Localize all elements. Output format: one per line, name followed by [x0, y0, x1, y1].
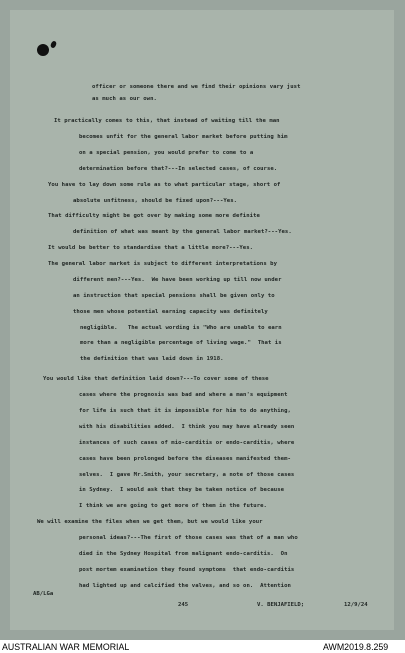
- text-line: selves. I gave Mr.Smith, your secretary, a note of those cases: [79, 472, 295, 478]
- text-line: determination before that?---In selected cases, of course.: [79, 166, 278, 172]
- text-line: different men?---Yes. We have been working up till now under: [73, 277, 282, 283]
- footer-date: 12/9/24: [344, 602, 368, 608]
- text-line: becomes unfit for the general labor market before putting him: [79, 134, 288, 140]
- text-line: post mortem examination they found symptoms that endo-carditis: [79, 567, 295, 573]
- text-line: died in the Sydney Hospital from malignant endo-carditis. On: [79, 551, 288, 557]
- text-line: those men whose potential earning capacity was definitely: [73, 309, 268, 315]
- text-line: You would like that definition laid down?---To cover some of these: [43, 376, 269, 382]
- text-line: That difficulty might be got over by making some more definite: [48, 213, 260, 219]
- text-line: It would be better to standardise that a little more?---Yes.: [48, 245, 254, 251]
- document-body: [0, 84, 405, 589]
- text-line: officer or someone there and we find their opinions vary just: [92, 84, 301, 90]
- text-line: We will examine the files when we get them, but we would like your: [37, 519, 263, 525]
- text-line: for life is such that it is impossible for him to do anything,: [79, 408, 291, 414]
- punch-hole: [37, 44, 49, 56]
- archive-caption: AUSTRALIAN WAR MEMORIAL: [2, 642, 130, 652]
- text-line: It practically comes to this, that instead of waiting till the man: [54, 118, 280, 124]
- text-line: an instruction that special pensions shall be given only to: [73, 293, 275, 299]
- text-line: The general labor market is subject to different interpretations by: [48, 261, 277, 267]
- text-line: on a special pension, you would prefer to come to a: [79, 150, 254, 156]
- footer-witness: V. BENJAFIELD;: [257, 602, 305, 608]
- text-line: with his disabilities added. I think you may have already seen: [79, 424, 295, 430]
- text-line: more than a negligible percentage of living wage." That is: [80, 340, 282, 346]
- footer-initials: AB/LGa: [33, 591, 54, 597]
- text-line: I think we are going to get more of them in the future.: [79, 503, 267, 509]
- text-line: in Sydney. I would ask that they be taken notice of because: [79, 487, 285, 493]
- archive-reference: AWM2019.8.259: [323, 642, 389, 652]
- text-line: cases have been prolonged before the diseases manifested them-: [79, 456, 291, 462]
- text-line: You have to lay down some rule as to what particular stage, short of: [48, 182, 281, 188]
- text-line: instances of such cases of mio-carditis or endo-carditis, where: [79, 440, 295, 446]
- text-line: cases where the prognosis was bad and where a man's equipment: [79, 392, 288, 398]
- text-line: definition of what was meant by the general labor market?---Yes.: [73, 229, 292, 235]
- text-line: personal ideas?---The first of those cases was that of a man who: [79, 535, 298, 541]
- text-line: the definition that was laid down in 1918.: [80, 356, 224, 362]
- text-line: absolute unfitness, should be fixed upon?---Yes.: [73, 198, 238, 204]
- footer-page-number: 245: [178, 602, 189, 608]
- text-line: negligible. The actual wording is "Who are unable to earn: [80, 325, 282, 331]
- text-line: as much as our own.: [92, 96, 157, 102]
- text-line: had lighted up and calcified the valves, and so on. Attention: [79, 583, 291, 589]
